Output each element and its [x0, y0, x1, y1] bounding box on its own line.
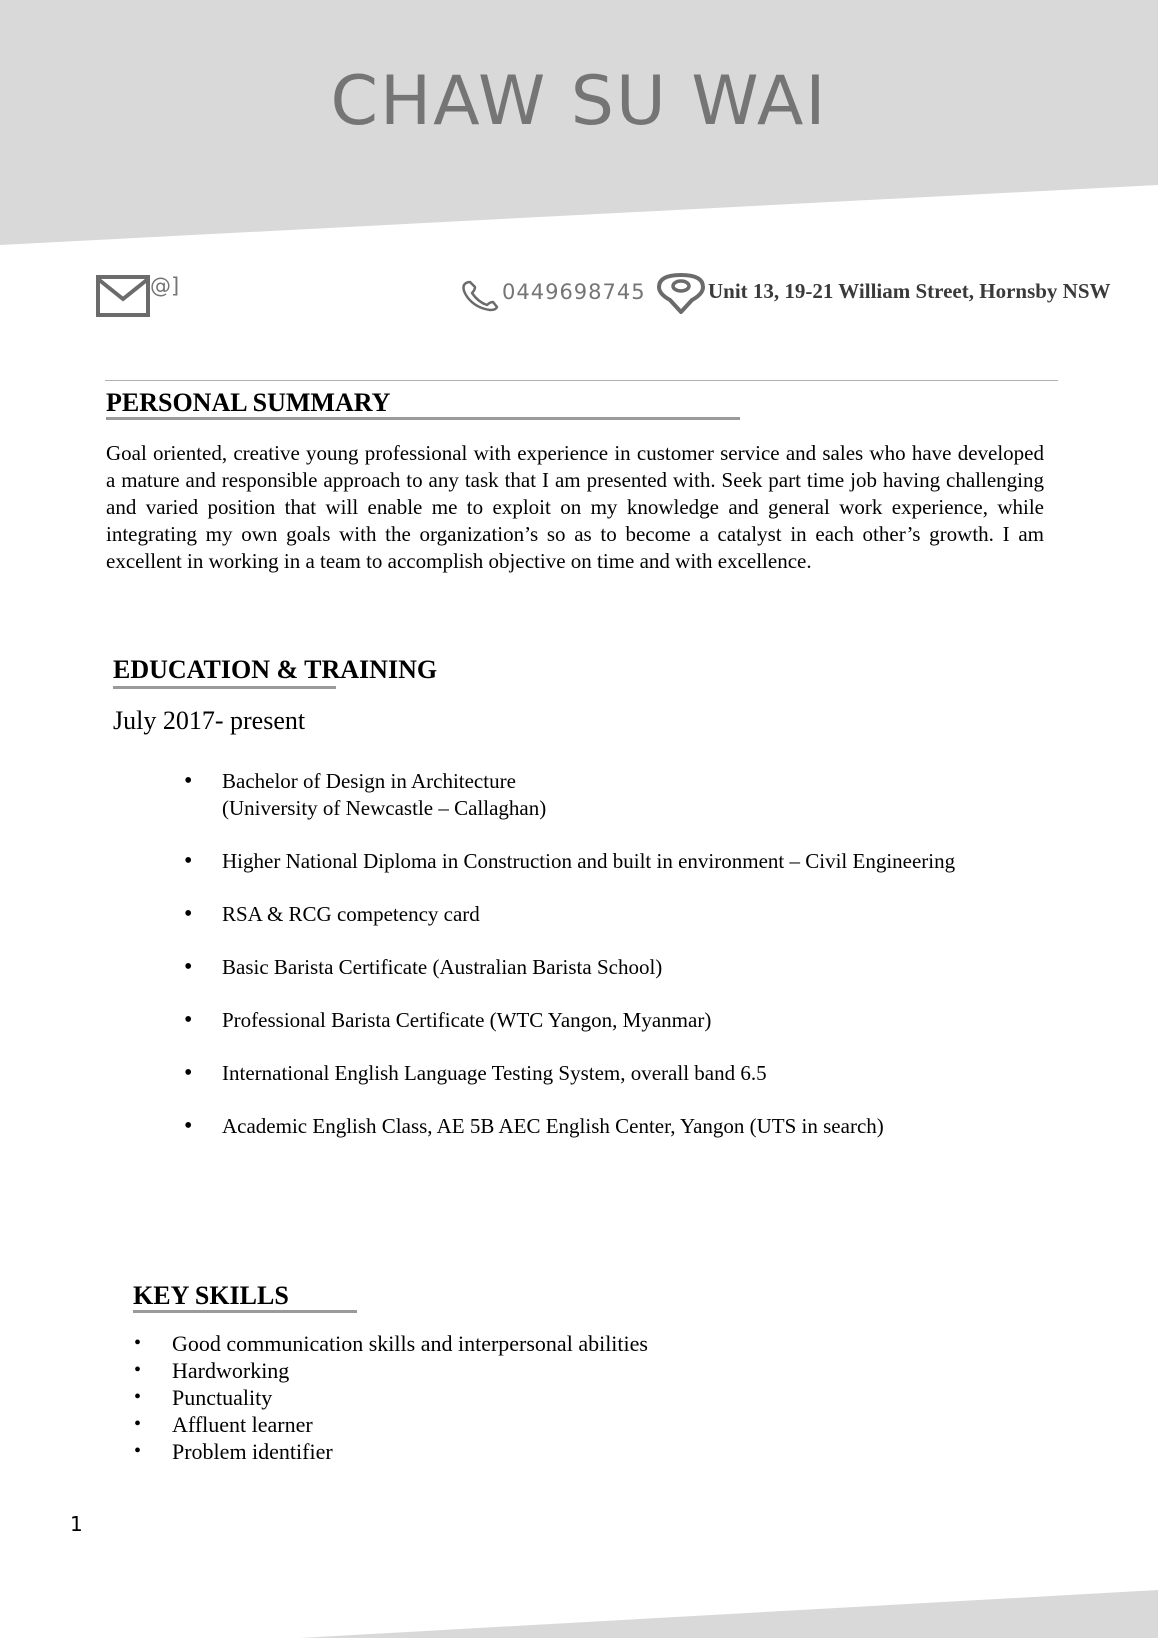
education-underline: [113, 686, 336, 689]
list-item: • Affluent learner: [172, 1411, 648, 1438]
education-list: [222, 768, 1022, 1166]
list-item: • International English Language Testing System, overall band 6.5: [222, 1060, 1022, 1087]
key-skills-heading: KEY SKILLS: [133, 1281, 289, 1310]
list-item: • Good communication skills and interpersonal abilities: [172, 1330, 648, 1357]
address-text: Unit 13, 19-21 William Street, Hornsby NSW: [708, 279, 1111, 303]
list-item: • Punctuality: [172, 1384, 648, 1411]
education-item-institution: (University of Newcastle – Callaghan): [222, 796, 547, 820]
list-item: • Academic English Class, AE 5B AEC English Center, Yangon (UTS in search): [222, 1113, 1022, 1140]
phone-text[interactable]: 0449698745: [502, 280, 646, 304]
education-date: July 2017- present: [113, 706, 306, 735]
personal-summary-text: Goal oriented, creative young professional with experience in customer service and sales who have developed a mature and responsible approach to any task that I am presented with. Seek part time job having challenging and varied position that will enable me to exploit on my knowledge and general work experience, while integrating my own goals with the organization’s so as to become a catalyst in each other’s growth. I am excellent in working in a team to accomplish objective on time and with excellence.: [106, 441, 1044, 573]
divider-line: [105, 380, 1058, 381]
personal-summary-heading: PERSONAL SUMMARY: [106, 388, 391, 417]
list-item: • RSA & RCG competency card: [222, 901, 1022, 928]
page-number: 1: [70, 1512, 83, 1536]
education-heading: EDUCATION & TRAINING: [113, 655, 438, 684]
list-item: • Hardworking: [172, 1357, 648, 1384]
candidate-name: CHAW SU WAI: [330, 62, 828, 141]
phone-icon: [460, 280, 500, 312]
list-item: • Higher National Diploma in Construction and built in environment – Civil Engineering: [222, 848, 1022, 875]
list-item: • Problem identifier: [172, 1438, 648, 1465]
personal-summary-underline: [106, 417, 740, 420]
envelope-icon: [96, 275, 150, 317]
education-item-title: Bachelor of Design in Architecture: [222, 769, 516, 793]
list-item: • Basic Barista Certificate (Australian Barista School): [222, 954, 1022, 981]
list-item: • Professional Barista Certificate (WTC Yangon, Myanmar): [222, 1007, 1022, 1034]
email-text[interactable]: @]: [150, 274, 180, 298]
key-skills-underline: [133, 1310, 357, 1313]
footer-band: [0, 1590, 1158, 1638]
skills-list: [172, 1330, 648, 1465]
list-item: [222, 768, 1022, 822]
location-pin-icon: [656, 272, 706, 314]
